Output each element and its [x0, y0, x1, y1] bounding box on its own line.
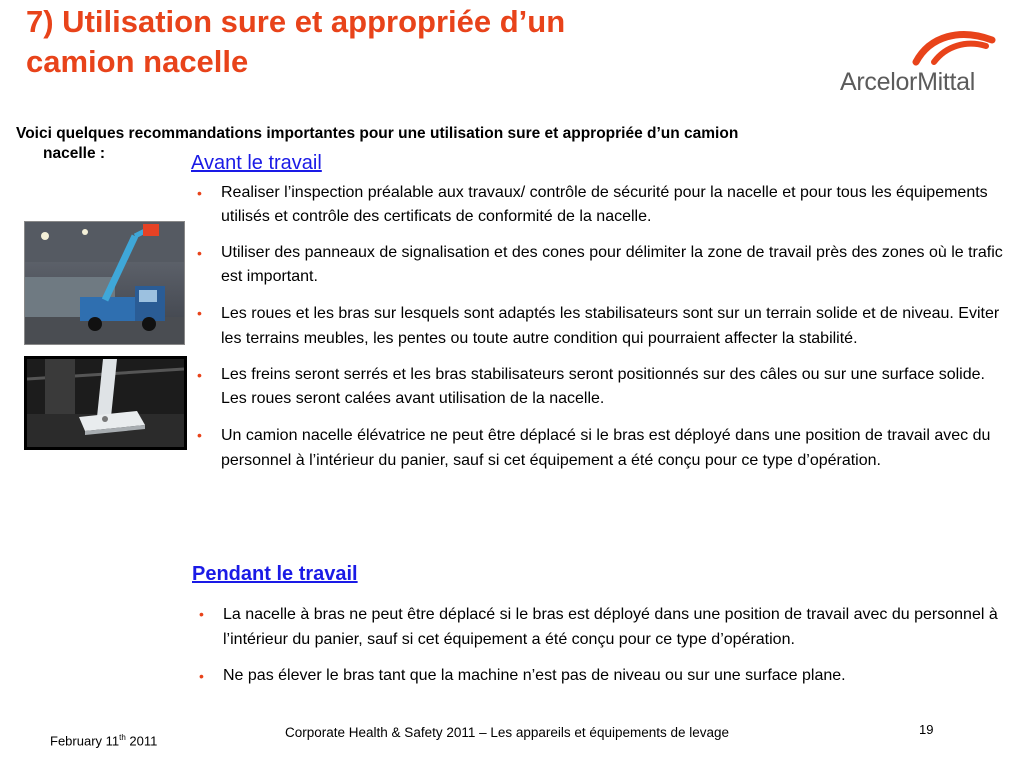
list-item	[194, 241, 1006, 289]
footer-date-sup: th	[119, 733, 126, 742]
list-item	[194, 181, 1006, 229]
footer-title: Corporate Health & Safety 2011 – Les appareils et équipements de levage	[285, 725, 730, 740]
slide-title	[26, 2, 786, 82]
title-line-1: 7) Utilisation sure et appropriée d’un	[26, 4, 566, 39]
arcelormittal-logo	[834, 26, 994, 96]
list-item-text: Realiser l’inspection préalable aux travaux/ contrôle de sécurité pour la nacelle et pour tous les équipements utilisés et contrôle des certificats de conformité de la nacelle.	[221, 184, 988, 225]
photo-aerial-lift-truck	[24, 221, 185, 345]
bullet-icon: •	[197, 305, 202, 321]
list-pendant-le-travail	[196, 602, 1008, 688]
list-item-text: Ne pas élever le bras tant que la machine n’est pas de niveau ou sur une surface plane.	[223, 667, 846, 684]
logo-swoosh-icon	[912, 26, 996, 66]
footer-date-prefix: February 11	[50, 733, 120, 749]
photo-stabilizer-foot	[24, 356, 187, 450]
list-item-text: Les freins seront serrés et les bras stabilisateurs seront positionnés sur des câles ou sur une surface solide. Les roues seront calées avant utilisation de la nacelle.	[221, 366, 985, 407]
footer-date	[50, 729, 157, 750]
bullet-icon: •	[197, 185, 202, 201]
heading-pendant-le-travail: Pendant le travail	[192, 563, 358, 585]
list-item	[194, 363, 1006, 411]
list-item-text: Les roues et les bras sur lesquels sont adaptés les stabilisateurs sont sur un terrain solide et de niveau. Eviter les terrains meubles, les pentes ou toute autre condition qui pourraient affecter la stabilité.	[221, 305, 1000, 347]
logo-wordmark: ArcelorMittal	[840, 68, 976, 96]
bullet-icon: •	[197, 367, 202, 383]
bullet-icon: •	[197, 245, 202, 261]
list-item	[194, 423, 1006, 473]
bullet-icon: •	[199, 668, 204, 684]
bullet-icon: •	[199, 606, 204, 622]
footer-date-suffix: 2011	[125, 733, 158, 749]
intro-text	[16, 124, 966, 164]
intro-line-1: Voici quelques recommandations importantes pour une utilisation sure et appropriée d’un camion	[16, 125, 739, 142]
list-item-text: Un camion nacelle élévatrice ne peut être déplacé si le bras est déployé dans une position de travail avec du personnel à l’intérieur du panier, sauf si cet équipement a été conçu pour ce type d’opération.	[221, 427, 991, 469]
page-number: 19	[919, 722, 934, 737]
title-line-2: camion nacelle	[26, 44, 249, 79]
heading-avant-le-travail: Avant le travail	[191, 152, 322, 174]
list-item-text: La nacelle à bras ne peut être déplacé si le bras est déployé dans une position de travail avec du personnel à l’intérieur du panier, sauf si cet équipement a été conçu pour ce type d’opération.	[223, 606, 998, 648]
list-item	[196, 602, 1008, 652]
bullet-icon: •	[197, 427, 202, 443]
list-item	[196, 664, 1008, 688]
list-item	[194, 301, 1006, 351]
intro-line-2: nacelle :	[43, 145, 106, 162]
list-avant-le-travail	[194, 181, 1006, 473]
list-item-text: Utiliser des panneaux de signalisation et des cones pour délimiter la zone de travail près des zones où le trafic est important.	[221, 244, 1003, 285]
